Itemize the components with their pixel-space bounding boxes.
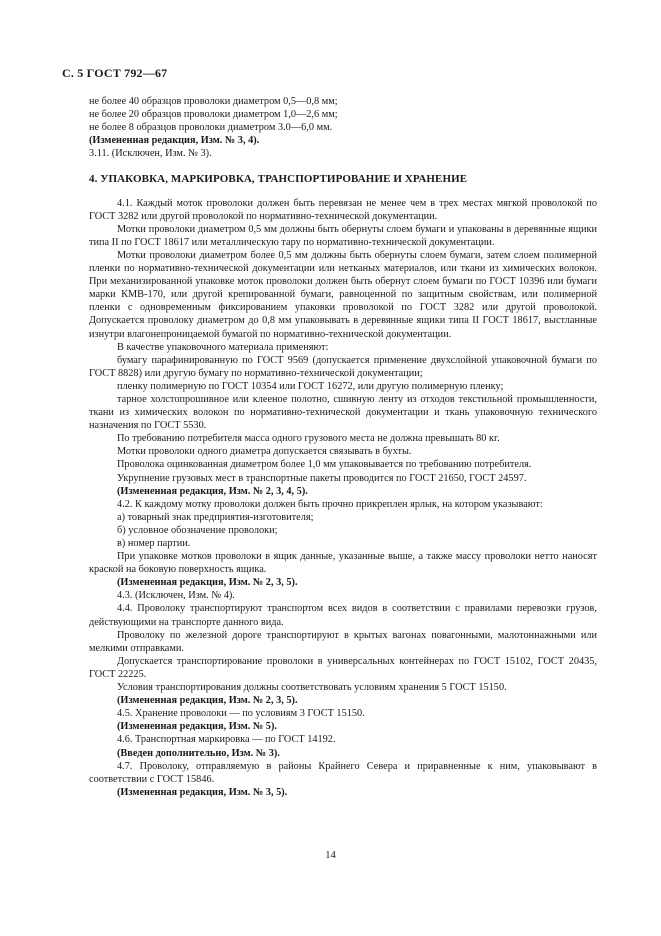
clause-4-1: 4.1. Каждый моток проволоки должен быть перевязан не менее чем в трех местах мягкой проволокой по ГОСТ 3282 или другой проволокой по нормативно-технической документации.	[89, 197, 597, 222]
amendment-note: (Измененная редакция, Изм. № 2, 3, 5).	[117, 695, 298, 707]
clause-4-2: 4.2. К каждому мотку проволоки должен быть прочно прикреплен ярлык, на котором указывают:	[117, 498, 543, 510]
amendment-note: (Введен дополнительно, Изм. № 3).	[117, 747, 280, 759]
page-header: С. 5 ГОСТ 792—67	[62, 66, 168, 80]
clause-4-4: 4.4. Проволоку транспортируют транспортом всех видов в соответствии с правилами перевозки грузов, действующими на транспорте данного вида.	[89, 603, 597, 628]
paragraph: При упаковке мотков проволоки в ящик данные, указанные выше, а также массу проволоки нетто наносят краской на боковую поверхность ящика.	[89, 551, 597, 576]
text-line: не более 8 образцов проволоки диаметром 3.0—6,0 мм.	[89, 122, 333, 134]
section-heading: 4. УПАКОВКА, МАРКИРОВКА, ТРАНСПОРТИРОВАНИЕ И ХРАНЕНИЕ	[89, 173, 468, 186]
list-item: б) условное обозначение проволоки;	[117, 524, 278, 536]
amendment-note: (Измененная редакция, Изм. № 2, 3, 4, 5).	[117, 485, 308, 497]
paragraph: По требованию потребителя масса одного грузового места не должна превышать 80 кг.	[117, 433, 500, 445]
page-number: 14	[325, 850, 336, 861]
document-body	[89, 95, 597, 799]
clause-4-7: 4.7. Проволоку, отправляемую в районы Крайнего Севера и приравненные к ним, упаковывают в соответствии с ГОСТ 15846.	[89, 760, 597, 785]
paragraph: Проволоку по железной дороге транспортируют в крытых вагонах повагонными, малотоннажными или мелкими отправками.	[89, 629, 597, 654]
list-item: бумагу парафинированную по ГОСТ 9569 (допускается применение двухслойной упаковочной бумаги по ГОСТ 8828) или другую бумагу по нормативно-технической документации;	[89, 354, 597, 379]
amendment-note: (Измененная редакция, Изм. № 3, 4).	[89, 135, 260, 147]
paragraph: Мотки проволоки одного диаметра допускается связывать в бухты.	[117, 446, 412, 458]
list-item: пленку полимерную по ГОСТ 10354 или ГОСТ 16272, или другую полимерную пленку;	[117, 380, 504, 392]
clause-4-6: 4.6. Транспортная маркировка — по ГОСТ 14192.	[117, 734, 336, 746]
text-line: не более 40 образцов проволоки диаметром 0,5—0,8 мм;	[89, 96, 338, 107]
paragraph: Укрупнение грузовых мест в транспортные пакеты проводится по ГОСТ 21650, ГОСТ 24597.	[117, 472, 527, 484]
paragraph: Условия транспортирования должны соответствовать условиям хранения 5 ГОСТ 15150.	[117, 682, 507, 694]
list-item: а) товарный знак предприятия-изготовителя;	[117, 511, 314, 523]
text-line: не более 20 образцов проволоки диаметром 1,0—2,6 мм;	[89, 109, 338, 121]
paragraph: Мотки проволоки диаметром более 0,5 мм должны быть обернуты слоем бумаги, затем слоем полимерной пленки по нормативно-технической документации или нетканых материалов, или ткани из химических волокон. При механизированной упаковке моток проволоки должен быть обернут слоем бумаги по ГОСТ 10396 или бумаги марки КМВ-170, или другой крепированной бумаги, равноценной по защитным свойствам, или полимерной пленки с одновременным фиксированием упаковки проволокой по ГОСТ 3282 или другой проволокой. Допускается проволоку диаметром до 0,8 мм упаковывать в деревянные ящики типа II ГОСТ 18617, выстланные изнутри влагонепроницаемой бумагой по нормативно-технической документации.	[89, 249, 597, 340]
list-item: в) номер партии.	[117, 538, 191, 549]
paragraph: В качестве упаковочного материала применяют:	[117, 341, 329, 353]
clause-3-11: 3.11. (Исключен, Изм. № 3).	[89, 148, 212, 160]
amendment-note: (Измененная редакция, Изм. № 3, 5).	[117, 786, 288, 798]
paragraph: Допускается транспортирование проволоки в универсальных контейнерах по ГОСТ 15102, ГОСТ 20435, ГОСТ 22225.	[89, 655, 597, 680]
amendment-note: (Измененная редакция, Изм. № 2, 3, 5).	[117, 577, 298, 589]
list-item: тарное холстопрошивное или клееное полотно, сшивную ленту из отходов текстильной промышленности, ткани из химических волокон по нормативно-технической документации и ткань упаковочную технического назначения по ГОСТ 5530.	[89, 393, 597, 432]
paragraph: Проволока оцинкованная диаметром более 1,0 мм упаковывается по требованию потребителя.	[117, 459, 532, 471]
clause-4-5: 4.5. Хранение проволоки — по условиям 3 ГОСТ 15150.	[117, 708, 365, 720]
clause-4-3: 4.3. (Исключен, Изм. № 4).	[117, 590, 235, 602]
amendment-note: (Измененная редакция, Изм. № 5).	[117, 721, 277, 733]
paragraph: Мотки проволоки диаметром 0,5 мм должны быть обернуты слоем бумаги и упакованы в деревянные ящики типа II по ГОСТ 18617 или металлическую тару по нормативно-технической документации.	[89, 223, 597, 248]
